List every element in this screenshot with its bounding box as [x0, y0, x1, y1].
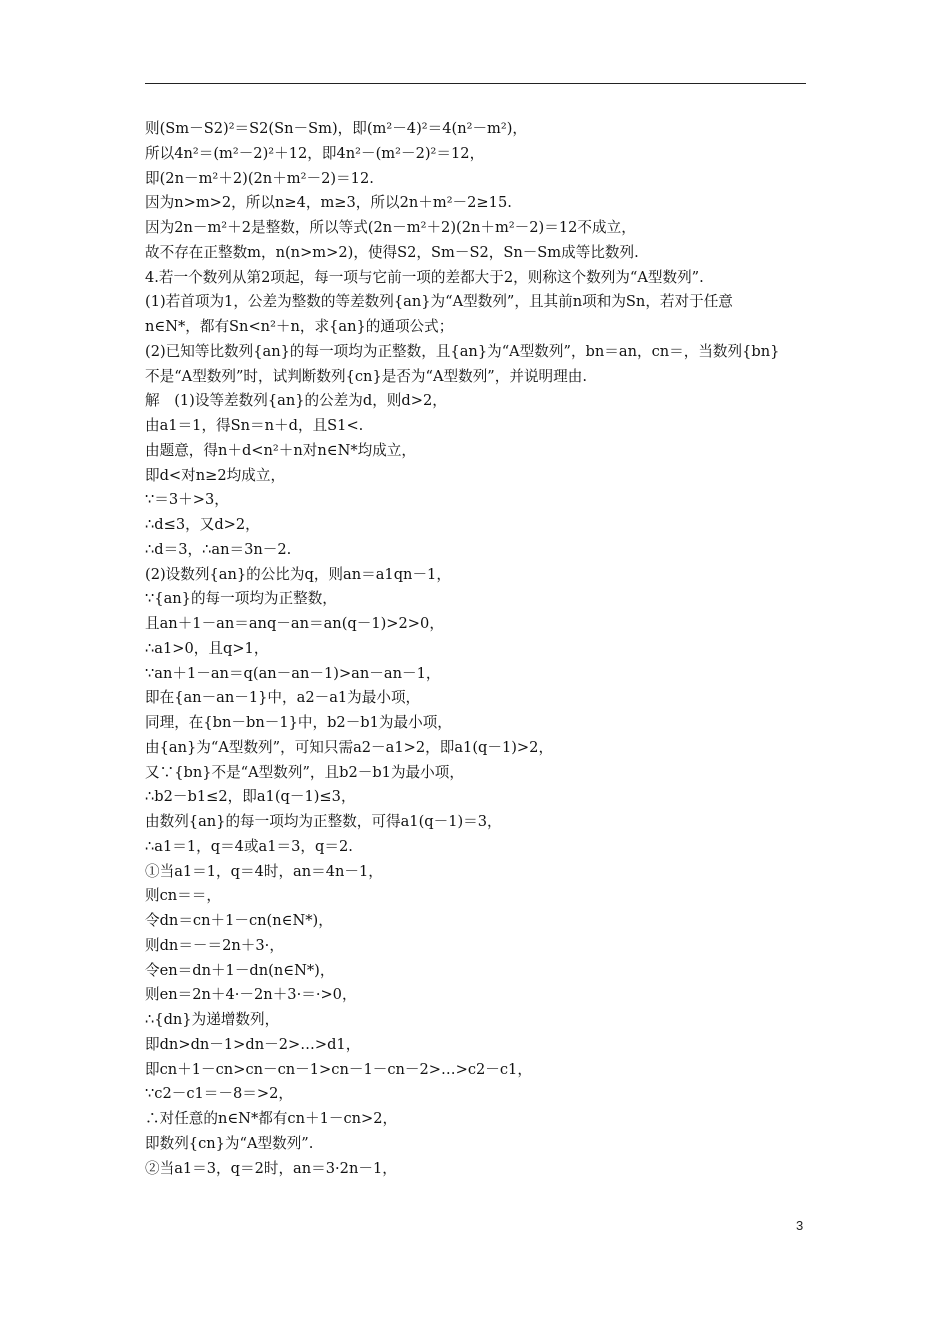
text-line: 因为n>m>2，所以n≥4，m≥3，所以2n＋m²－2≥15.: [145, 194, 512, 212]
text-line: ∵c2－c1＝－8＝>2，: [145, 1085, 293, 1103]
text-line: 解 (1)设等差数列{an}的公差为d，则d>2，: [145, 392, 447, 410]
text-line: 令en＝dn＋1－dn(n∈N*)，: [145, 961, 335, 979]
text-line: 即在{an－an－1}中，a2－a1为最小项，: [145, 689, 421, 707]
text-line: 即cn＋1－cn>cn－cn－1>cn－1－cn－2>…>c2－c1，: [145, 1060, 532, 1078]
text-line: ①当a1＝1，q＝4时，an＝4n－1，: [145, 862, 383, 880]
text-line: 即数列{cn}为“A型数列”.: [145, 1134, 314, 1152]
text-line: ∴d＝3，∴an＝3n－2.: [145, 540, 292, 558]
text-line: 由数列{an}的每一项均为正整数，可得a1(q－1)＝3，: [145, 813, 502, 830]
text-line: 则dn＝－＝2n＋3·，: [145, 936, 284, 954]
page-number: 3: [796, 1218, 804, 1233]
text-line: 4.若一个数列从第2项起，每一项与它前一项的差都大于2，则称这个数列为“A型数列”.: [145, 268, 704, 286]
text-line: 不是“A型数列”时，试判断数列{cn}是否为“A型数列”，并说明理由.: [145, 367, 587, 385]
text-line: ∴{dn}为递增数列，: [145, 1011, 280, 1028]
text-line: 则(Sm－S2)²＝S2(Sn－Sm)，即(m²－4)²＝4(n²－m²)，: [145, 120, 528, 137]
text-line: ∴对任意的n∈N*都有cn＋1－cn>2，: [145, 1110, 398, 1127]
text-line: ∵＝3＋>3，: [145, 491, 229, 509]
document-body: [145, 117, 810, 1181]
text-line: 则en＝2n＋4·－2n＋3·＝·>0，: [145, 986, 357, 1004]
text-line: 所以4n²＝(m²－2)²＋12，即4n²－(m²－2)²＝12，: [145, 144, 485, 162]
text-line: 则cn＝＝，: [145, 887, 221, 905]
text-line: 令dn＝cn＋1－cn(n∈N*)，: [145, 912, 333, 929]
text-line: 同理，在{bn－bn－1}中，b2－b1为最小项，: [145, 714, 452, 731]
text-line: ∴b2－b1≤2，即a1(q－1)≤3，: [145, 788, 356, 806]
text-line: 由{an}为“A型数列”，可知只需a2－a1>2，即a1(q－1)>2，: [145, 738, 554, 756]
text-line: 且an＋1－an＝anq－an＝an(q－1)>2>0，: [145, 615, 444, 632]
text-line: (2)设数列{an}的公比为q，则an＝a1qn－1，: [145, 565, 451, 583]
text-line: 即d<对n≥2均成立，: [145, 466, 286, 484]
text-line: ∴a1＝1，q＝4或a1＝3，q＝2.: [145, 837, 353, 855]
text-line: ∴a1>0，且q>1，: [145, 639, 269, 657]
header-rule: [145, 83, 806, 84]
text-line: ∵an＋1－an＝q(an－an－1)>an－an－1，: [145, 664, 441, 682]
text-line: 由a1＝1，得Sn＝n＋d，且S1<.: [145, 417, 364, 434]
text-line: 又∵{bn}不是“A型数列”，且b2－b1为最小项，: [145, 763, 464, 781]
text-line: n∈N*，都有Sn<n²＋n，求{an}的通项公式；: [145, 318, 454, 335]
text-line: ∵{an}的每一项均为正整数，: [145, 590, 337, 608]
text-line: (2)已知等比数列{an}的每一项均为正整数，且{an}为“A型数列”，bn＝an，cn＝，当数列{bn}: [145, 342, 780, 360]
text-line: 故不存在正整数m，n(n>m>2)，使得S2，Sm－S2，Sn－Sm成等比数列.: [145, 243, 639, 261]
text-line: 因为2n－m²＋2是整数，所以等式(2n－m²＋2)(2n＋m²－2)＝12不成立，: [145, 219, 636, 236]
text-line: ∴d≤3，又d>2，: [145, 516, 260, 533]
text-line: ②当a1＝3，q＝2时，an＝3·2n－1，: [145, 1159, 397, 1177]
text-line: 即(2n－m²＋2)(2n＋m²－2)＝12.: [145, 169, 374, 187]
text-line: (1)若首项为1，公差为整数的等差数列{an}为“A型数列”，且其前n项和为Sn，若对于任意: [145, 293, 733, 311]
text-line: 即dn>dn－1>dn－2>…>d1，: [145, 1035, 361, 1053]
text-line: 由题意，得n＋d<n²＋n对n∈N*均成立，: [145, 441, 417, 459]
